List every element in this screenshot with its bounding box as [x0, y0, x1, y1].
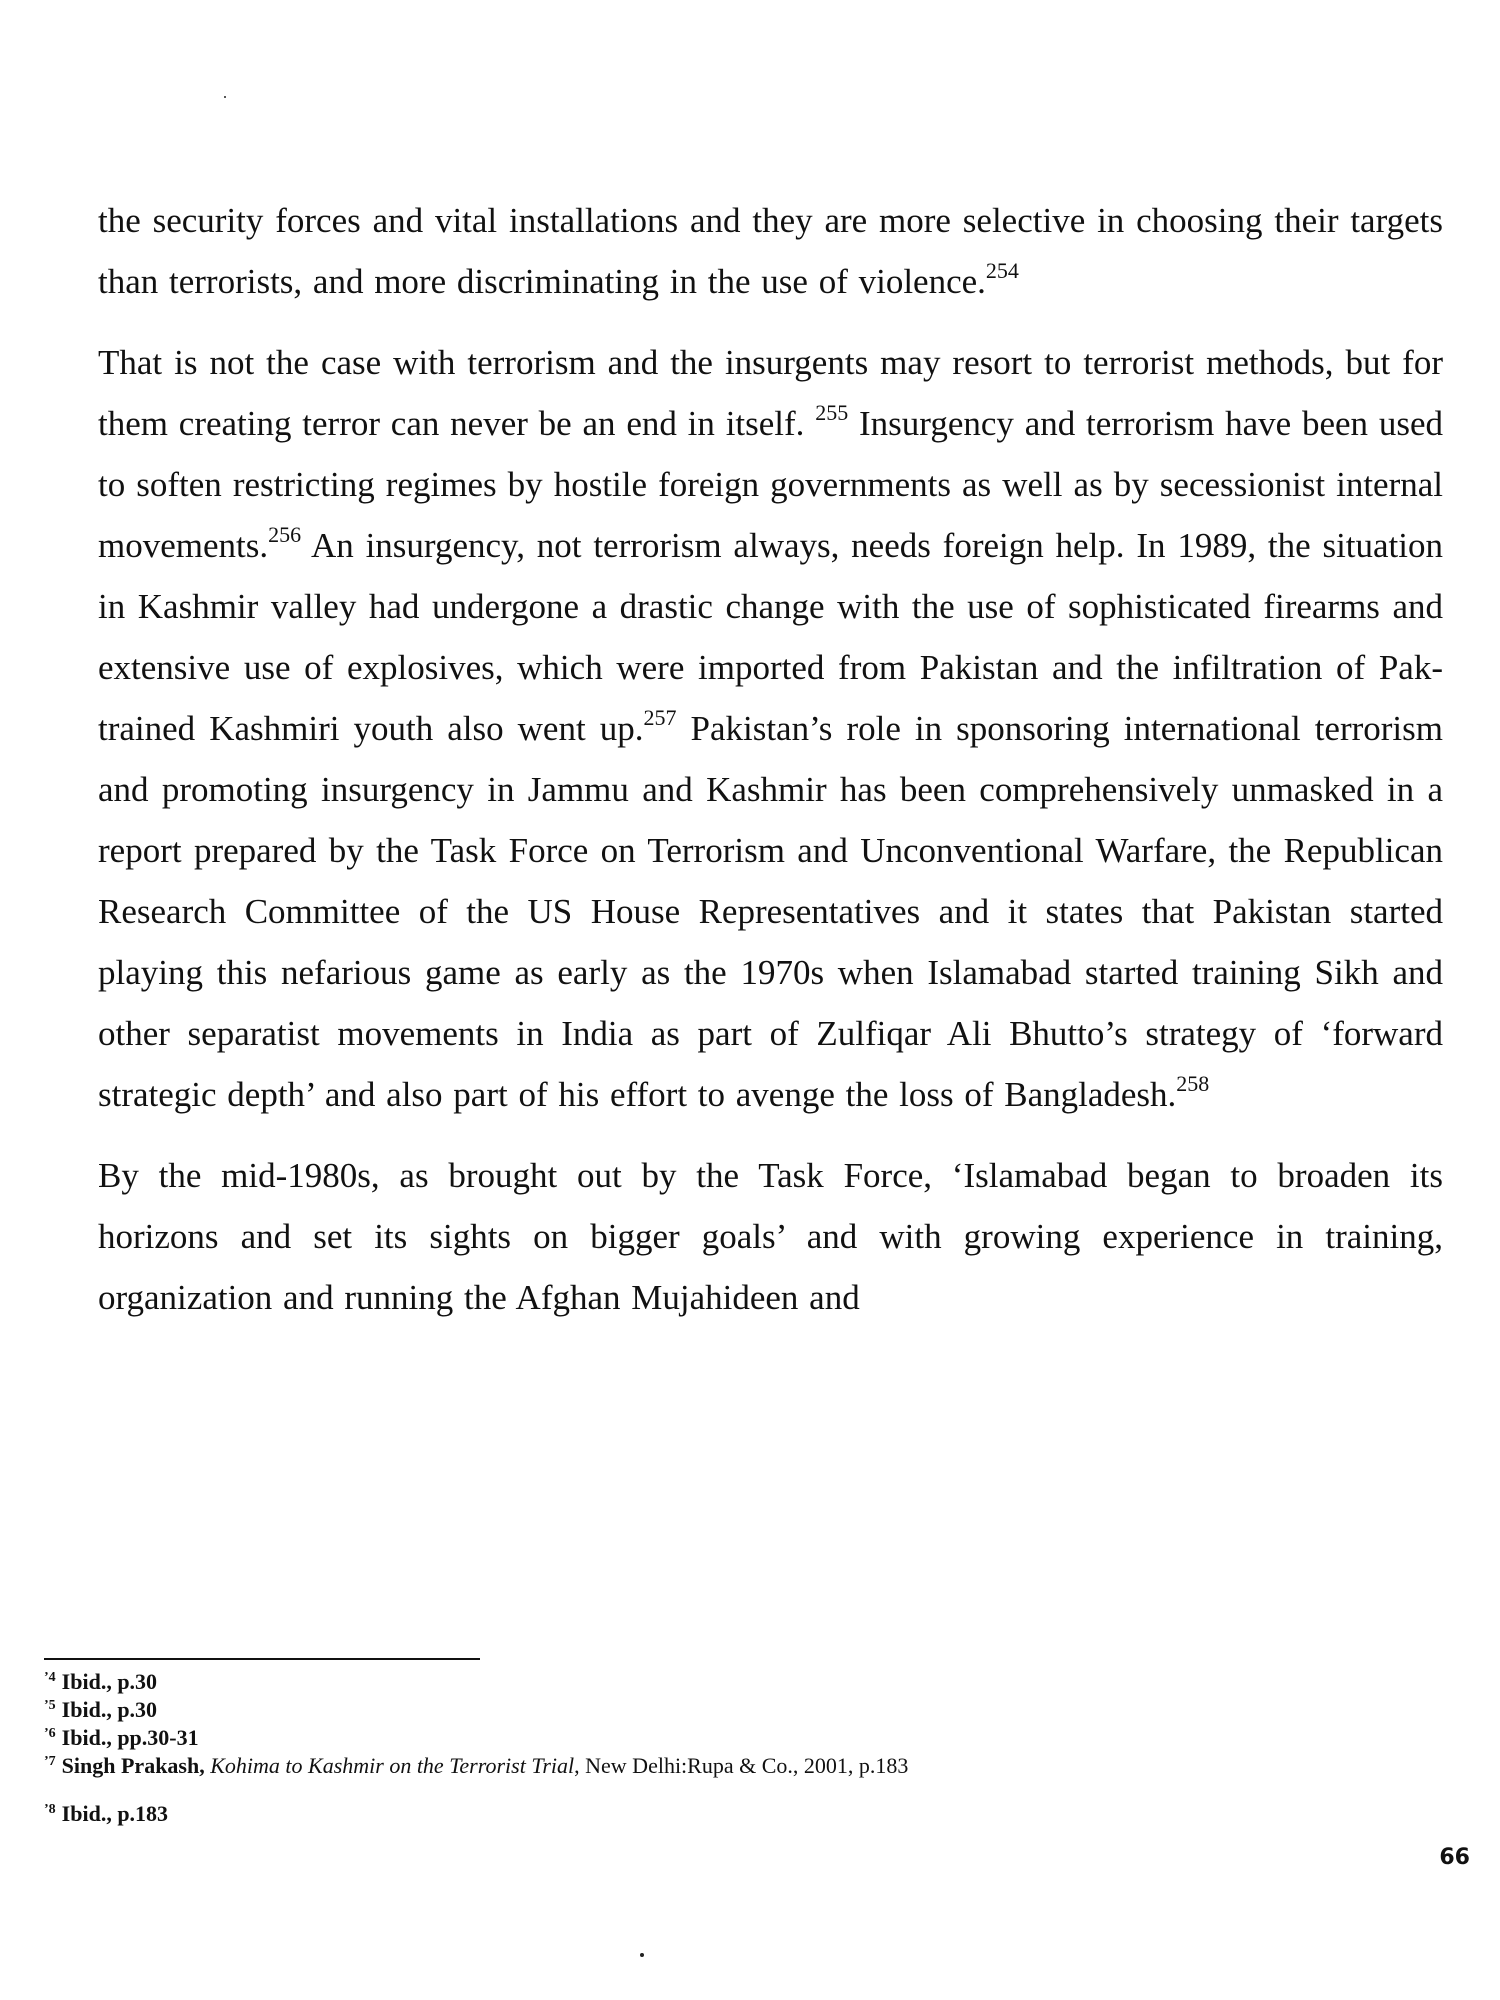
footnote-divider [44, 1658, 480, 1660]
footnote-mark: ʼ8 [44, 1801, 56, 1817]
text-run: Pakistan’s role in sponsoring international terrorism and promoting insurgency in Jammu and Kashmir has been comprehensively unmasked in a report prepared by the Task Force on Terrorism and Unconventional Warfare, the Republican Research Committee of the US House Representatives and it states that Pakistan started playing this nefarious game as early as the 1970s when Islamabad started training Sikh and other separatist movements in India as part of Zulfiqar Ali Bhutto’s strategy of ‘forward strategic depth’ and also part of his effort to avenge the loss of Bangladesh. [98, 709, 1443, 1114]
footnote-mark: ʼ7 [44, 1753, 56, 1769]
page-number: 66 [1439, 1845, 1470, 1870]
paragraph [98, 190, 1443, 312]
footnote [44, 1800, 1424, 1828]
footnote-ref: 257 [643, 705, 677, 731]
body-text [98, 190, 1443, 1348]
footnote-text: Singh Prakash, [61, 1753, 211, 1778]
paragraph [98, 332, 1443, 1125]
footnote-text: Ibid., p.183 [61, 1801, 169, 1826]
scan-speck [640, 1953, 644, 1957]
footnote [44, 1752, 1424, 1780]
scan-speck [224, 96, 226, 98]
footnote-ref: 258 [1176, 1071, 1210, 1097]
text-run: Insurgency and terrorism have been used to soften restricting regimes by hostile foreign governments as well as by secessionist internal movements. [98, 404, 1443, 565]
footnote-text: Ibid., pp.30-31 [61, 1725, 199, 1750]
footnote-ref: 254 [985, 258, 1019, 284]
text-run: An insurgency, not terrorism always, needs foreign help. In 1989, the situation in Kashmir valley had undergone a drastic change with the use of sophisticated firearms and extensive use of explosives, which were imported from Pakistan and the infiltration of Pak-trained Kashmiri youth also went up. [98, 526, 1443, 748]
text-run: the security forces and vital installations and they are more selective in choosing their targets than terrorists, and more discriminating in the use of violence. [98, 201, 1443, 301]
footnotes [44, 1668, 1424, 1828]
footnote-text: , New Delhi:Rupa & Co., 2001, p.183 [574, 1753, 909, 1778]
text-run: By the mid-1980s, as brought out by the Task Force, ‘Islamabad began to broaden its horizons and set its sights on bigger goals’ and with growing experience in training, organization and running the Afghan Mujahideen and [98, 1156, 1443, 1317]
footnote-ref: 255 [815, 400, 849, 426]
footnote-mark: ʼ6 [44, 1725, 56, 1741]
footnote [44, 1668, 1424, 1696]
footnote-title: Kohima to Kashmir on the Terrorist Trial [210, 1753, 575, 1778]
paragraph [98, 1145, 1443, 1328]
text-run: That is not the case with terrorism and the insurgents may resort to terrorist methods, but for them creating terror can never be an end in itself. [98, 343, 1443, 443]
footnote-text: Ibid., p.30 [61, 1697, 158, 1722]
footnote-ref: 256 [268, 522, 302, 548]
footnote-text: Ibid., p.30 [61, 1669, 158, 1694]
footnote-mark: ʼ5 [44, 1697, 56, 1713]
footnote-mark: ʼ4 [44, 1669, 56, 1685]
footnote [44, 1696, 1424, 1724]
footnote [44, 1724, 1424, 1752]
